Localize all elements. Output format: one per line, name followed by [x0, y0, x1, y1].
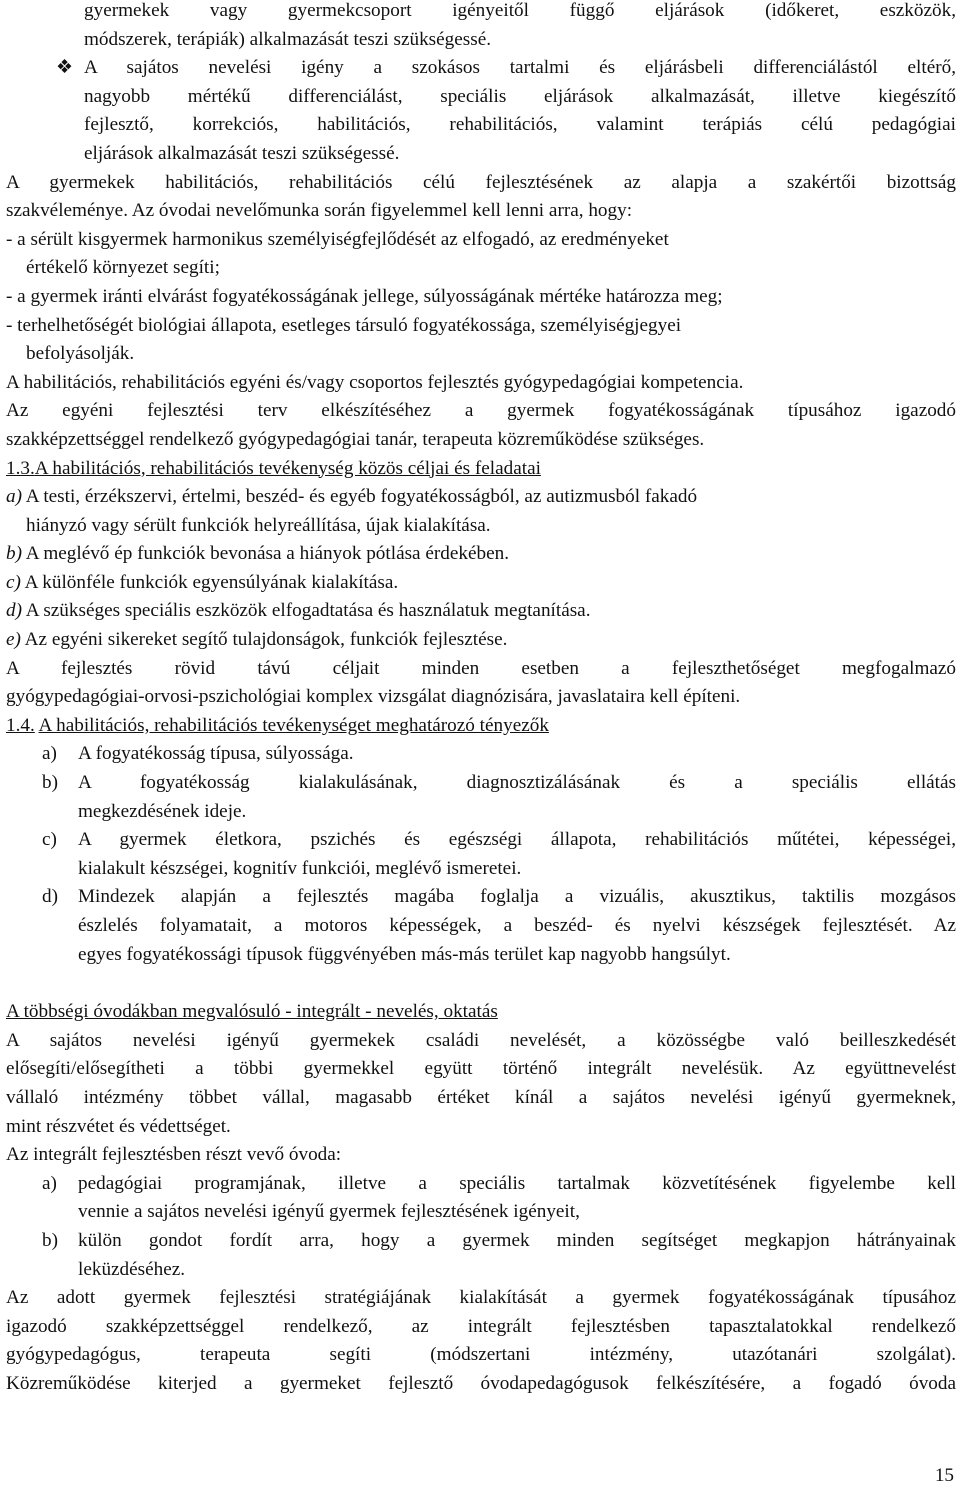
document-page: [6, 0, 956, 1399]
text-line: A sajátos nevelési igény a szokásos tartalmi és eljárásbeli differenciálástól eltérő,: [84, 57, 956, 79]
text-line: Az integrált fejlesztésben részt vevő óvoda:: [6, 1144, 342, 1166]
text-line: Az egyéni fejlesztési terv elkészítéséhez a gyermek fogyatékosságának típusához igazodó: [6, 400, 956, 422]
text-line: igazodó szakképzettséggel rendelkező, az integrált fejlesztésben tapasztalatokkal rendelkező: [6, 1315, 956, 1337]
text-line: A habilitációs, rehabilitációs egyéni és/vagy csoportos fejlesztés gyógypedagógiai kompetencia.: [6, 371, 744, 393]
goal-item: d) A szükséges speciális eszközök elfogadtatása és használatuk megtanítása.: [6, 600, 591, 622]
goal-item: a) A testi, érzékszervi, értelmi, beszéd- és egyéb fogyatékosságból, az autizmusból fakadó: [6, 486, 698, 508]
section-heading-1-4: 1.4. A habilitációs, rehabilitációs tevékenységet meghatározó tényezők: [6, 714, 549, 736]
kindergarten-item: a) pedagógiai programjának, illetve a speciális tartalmak közvetítésének figyelembe kell vennie a sajátos nevelési igényű gyermek fejlesztésének igényeit,: [42, 1172, 956, 1223]
section-heading-integrated: A többségi óvodákban megvalósuló - integrált - nevelés, oktatás: [6, 1001, 498, 1023]
goal-item-cont: hiányzó vagy sérült funkciók helyreállítása, újak kialakítása.: [26, 514, 491, 536]
spacer: [6, 969, 956, 998]
dash-item: - a sérült kisgyermek harmonikus személyiségfejlődését az elfogadó, az eredményeket: [6, 228, 669, 250]
page-number: 15: [934, 1465, 954, 1486]
goal-item: c) A különféle funkciók egyensúlyának kialakítása.: [6, 571, 399, 593]
goal-list: [6, 483, 956, 655]
text-line: Az adott gyermek fejlesztési stratégiájának kialakítását a gyermek fogyatékosságának típusához: [6, 1287, 956, 1309]
text-line: elősegíti/elősegítheti a többi gyermekkel együtt történő integrált nevelésük. Az együttnevelést: [6, 1058, 956, 1080]
text-line: A sajátos nevelési igényű gyermekek családi nevelését, a közösségbe való beilleszkedését: [6, 1029, 956, 1051]
factor-item: b) A fogyatékosság kialakulásának, diagnosztizálásának és a speciális ellátás megkezdésének ideje.: [42, 772, 956, 822]
factor-item: a) A fogyatékosság típusa, súlyossága.: [42, 743, 354, 765]
diamond-bullet-icon: ❖: [56, 57, 74, 79]
factor-item: d) Mindezek alapján a fejlesztés magába foglalja a vizuális, akusztikus, taktilis mozgásos észlelés folyamatait, a motoros képességek, a beszéd- és nyelvi készségek fejlesztését. Az egyes fogyatékossági típusok függvényében más-más terület kap nagyobb hangsúlyt.: [42, 886, 956, 965]
goal-item: e) Az egyéni sikereket segítő tulajdonságok, funkciók fejlesztése.: [6, 629, 508, 651]
section-heading-1-3: 1.3.A habilitációs, rehabilitációs tevékenység közös céljai és feladatai: [6, 457, 541, 479]
goal-item: b) A meglévő ép funkciók bevonása a hiányok pótlása érdekében.: [6, 543, 509, 565]
text-line: fejlesztő, korrekciós, habilitációs, rehabilitációs, valamint terápiás célú pedagógiai: [84, 114, 956, 136]
text-line: nagyobb mértékű differenciálást, speciális eljárások alkalmazását, illetve kiegészítő: [84, 85, 956, 107]
text-line: gyermekek vagy gyermekcsoport igényeitől függő eljárások (időkeret, eszközök,: [84, 0, 956, 21]
factor-list: [6, 740, 956, 969]
text-line: vállaló intézmény többet vállal, magasabb értéket kínál a sajátos nevelési igényű gyermeknek,: [6, 1086, 956, 1108]
text-line: mint részvétet és védettséget.: [6, 1115, 231, 1137]
text-line: szakvéleménye. Az óvodai nevelőmunka során figyelemmel kell lenni arra, hogy:: [6, 200, 633, 222]
factor-item: c) A gyermek életkora, pszichés és egészségi állapota, rehabilitációs műtétei, képességei, kialakult készségei, kognitív funkciói, meglévő ismeretei.: [42, 829, 956, 879]
text-line: szakképzettséggel rendelkező gyógypedagógiai tanár, terapeuta közreműködése szükséges.: [6, 428, 705, 450]
text-line: Közreműködése kiterjed a gyermeket fejlesztő óvodapedagógusok felkészítésére, a fogadó óvoda: [6, 1372, 956, 1394]
text-line: gyógypedagógiai-orvosi-pszichológiai komplex vizsgálat diagnózisára, javaslataira kell építeni.: [6, 686, 741, 708]
bullet-item: [6, 54, 956, 168]
text-line: A gyermekek habilitációs, rehabilitációs célú fejlesztésének az alapja a szakértői bizottság: [6, 171, 956, 193]
kindergarten-item: b) külön gondot fordít arra, hogy a gyermek minden segítséget megkapjon hátrányainak leküzdéséhez.: [42, 1229, 956, 1280]
dash-item-cont: értékelő környezet segíti;: [26, 257, 220, 279]
dash-item-cont: befolyásolják.: [26, 343, 135, 365]
text-line: A fejlesztés rövid távú céljait minden esetben a fejleszthetőséget megfogalmazó: [6, 657, 956, 679]
kindergarten-list: [6, 1170, 956, 1284]
dash-item: - terhelhetőségét biológiai állapota, esetleges társuló fogyatékossága, személyiségjegyei: [6, 314, 682, 336]
dash-item: - a gyermek iránti elvárást fogyatékosságának jellege, súlyosságának mértéke határozza meg;: [6, 285, 723, 307]
text-line: eljárások alkalmazását teszi szükségessé.: [84, 142, 400, 164]
text-line: módszerek, terápiák) alkalmazását teszi szükségessé.: [84, 28, 492, 50]
text-line: gyógypedagógus, terapeuta segíti (módszertani intézmény, utazótanári szolgálat).: [6, 1344, 956, 1366]
